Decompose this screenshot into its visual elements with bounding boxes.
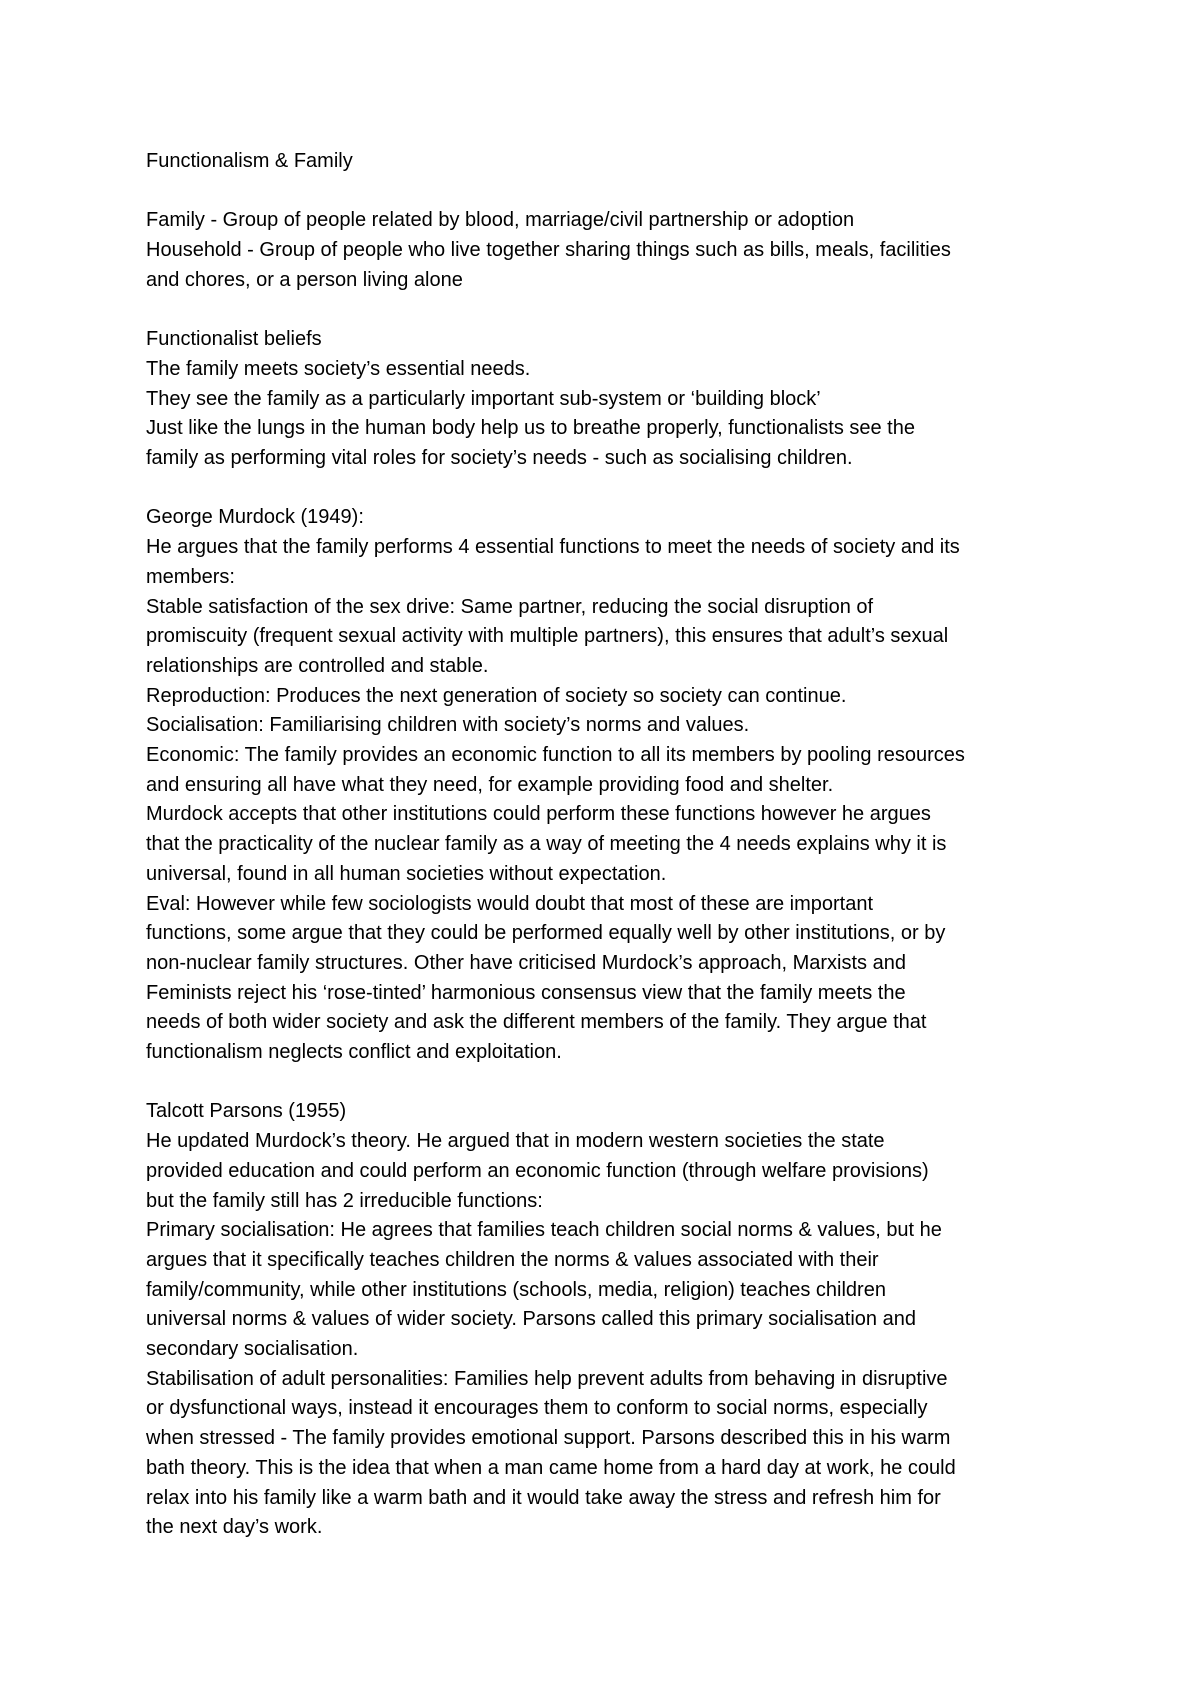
text-line: Reproduction: Produces the next generation of society so society can continue. <box>146 684 847 707</box>
definition-household-line: and chores, or a person living alone <box>146 268 463 291</box>
text-line: functionalism neglects conflict and exploitation. <box>146 1041 562 1064</box>
text-line: non-nuclear family structures. Other have criticised Murdock’s approach, Marxists and <box>146 951 906 974</box>
paragraph-gap <box>146 1068 1086 1098</box>
text-line: argues that it specifically teaches children the norms & values associated with their <box>146 1248 879 1271</box>
text-line: Stable satisfaction of the sex drive: Same partner, reducing the social disruption of <box>146 595 874 618</box>
text-line: members: <box>146 565 235 588</box>
text-line: He argues that the family performs 4 essential functions to meet the needs of society and its <box>146 536 960 559</box>
functionalist-beliefs-section <box>146 325 1086 474</box>
text-line: relationships are controlled and stable. <box>146 654 489 677</box>
text-line: the next day’s work. <box>146 1516 323 1539</box>
text-line: universal, found in all human societies without expectation. <box>146 862 667 885</box>
text-line: family as performing vital roles for society’s needs - such as socialising children. <box>146 447 853 469</box>
text-line: Just like the lungs in the human body help us to breathe properly, functionalists see the <box>146 417 915 440</box>
title-line: Functionalism & Family <box>146 150 353 172</box>
text-line: when stressed - The family provides emotional support. Parsons described this in his warm <box>146 1427 951 1450</box>
text-line: promiscuity (frequent sexual activity with multiple partners), this ensures that adult’s sexual <box>146 625 949 648</box>
text-line: and ensuring all have what they need, for example providing food and shelter. <box>146 773 834 796</box>
definition-household-line: Household - Group of people who live together sharing things such as bills, meals, facilities <box>146 239 951 262</box>
text-line: They see the family as a particularly important sub-system or ‘building block’ <box>146 387 821 410</box>
text-line: or dysfunctional ways, instead it encourages them to conform to social norms, especially <box>146 1397 928 1420</box>
text-line: bath theory. This is the idea that when a man came home from a hard day at work, he could <box>146 1456 956 1479</box>
section-heading: Functionalist beliefs <box>146 328 322 351</box>
text-line: He updated Murdock’s theory. He argued that in modern western societies the state <box>146 1130 885 1153</box>
parsons-section <box>146 1097 1086 1543</box>
paragraph-gap <box>146 474 1086 504</box>
text-line: universal norms & values of wider society. Parsons called this primary socialisation and <box>146 1308 916 1331</box>
text-line: that the practicality of the nuclear family as a way of meeting the 4 needs explains why it is <box>146 833 947 856</box>
text-line: Primary socialisation: He agrees that families teach children social norms & values, but he <box>146 1219 942 1242</box>
text-line: secondary socialisation. <box>146 1338 359 1361</box>
definitions-paragraph <box>146 206 1086 295</box>
text-line: relax into his family like a warm bath and it would take away the stress and refresh him for <box>146 1486 941 1509</box>
text-line: Socialisation: Familiarising children with society’s norms and values. <box>146 714 750 737</box>
text-line: Murdock accepts that other institutions could perform these functions however he argues <box>146 803 931 826</box>
section-heading: Talcott Parsons (1955) <box>146 1100 347 1123</box>
text-line: Stabilisation of adult personalities: Families help prevent adults from behaving in disruptive <box>146 1367 948 1390</box>
text-line: Economic: The family provides an economic function to all its members by pooling resources <box>146 744 965 767</box>
text-line: Eval: However while few sociologists would doubt that most of these are important <box>146 892 874 915</box>
definition-family: Family - Group of people related by blood, marriage/civil partnership or adoption <box>146 209 855 232</box>
text-line: The family meets society’s essential needs. <box>146 357 531 380</box>
text-line: provided education and could perform an economic function (through welfare provisions) <box>146 1159 929 1182</box>
document-body <box>146 147 1086 1543</box>
paragraph-gap <box>146 177 1086 207</box>
text-line: family/community, while other institutions (schools, media, religion) teaches children <box>146 1278 886 1301</box>
text-line: Feminists reject his ‘rose-tinted’ harmonious consensus view that the family meets the <box>146 981 906 1004</box>
section-heading: George Murdock (1949): <box>146 506 364 529</box>
text-line: needs of both wider society and ask the different members of the family. They argue that <box>146 1011 927 1034</box>
paragraph-gap <box>146 296 1086 326</box>
document-title <box>146 147 1086 177</box>
text-line: functions, some argue that they could be performed equally well by other institutions, or by <box>146 922 946 945</box>
text-line: but the family still has 2 irreducible functions: <box>146 1189 543 1212</box>
murdock-section <box>146 503 1086 1067</box>
